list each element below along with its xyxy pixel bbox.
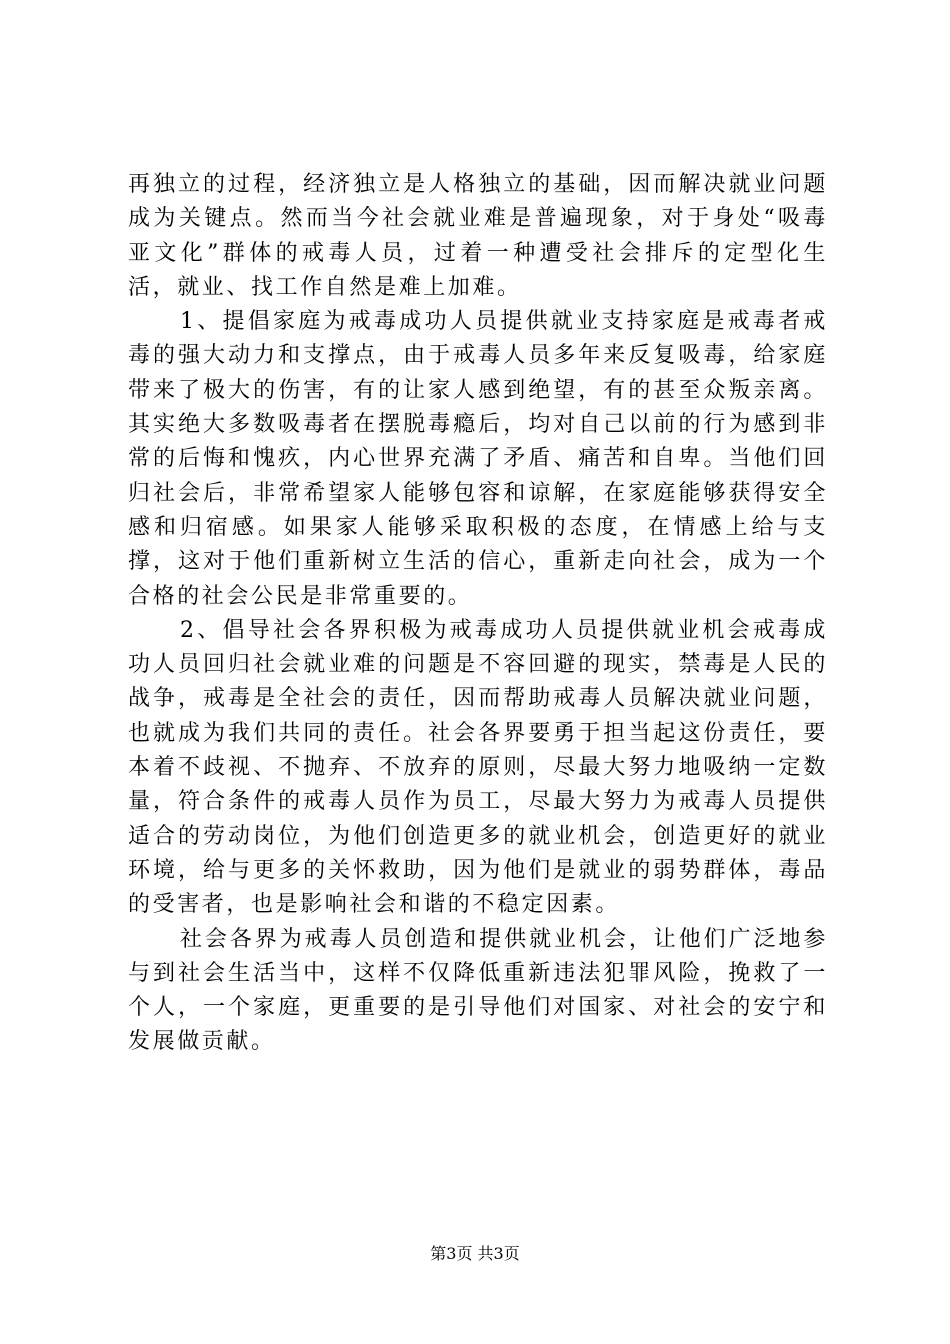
page-number-footer: 第3页 共3页 xyxy=(430,1244,520,1263)
document-body xyxy=(128,168,828,1060)
paragraph-society-employment: 2、倡导社会各界积极为戒毒成功人员提供就业机会戒毒成功人员回归社会就业难的问题是不容回避的现实，禁毒是人民的战争，戒毒是全社会的责任，因而帮助戒毒人员解决就业问题，也就成为我们共同的责任。社会各界要勇于担当起这份责任，要本着不歧视、不抛弃、不放弃的原则，尽最大努力地吸纳一定数量，符合条件的戒毒人员作为员工，尽最大努力为戒毒人员提供适合的劳动岗位，为他们创造更多的就业机会，创造更好的就业环境，给与更多的关怀救助，因为他们是就业的弱势群体，毒品的受害者，也是影响社会和谐的不稳定因素。 xyxy=(128,617,828,918)
paragraph-conclusion: 社会各界为戒毒人员创造和提供就业机会，让他们广泛地参与到社会生活当中，这样不仅降低重新违法犯罪风险，挽救了一个人，一个家庭，更重要的是引导他们对国家、对社会的安宁和发展做贡献。 xyxy=(128,926,828,1055)
paragraph-continuation: 再独立的过程，经济独立是人格独立的基础，因而解决就业问题成为关键点。然而当今社会就业难是普遍现象，对于身处“吸毒亚文化”群体的戒毒人员，过着一种遭受社会排斥的定型化生活，就业、找工作自然是难上加难。 xyxy=(128,172,828,300)
paragraph-family-support: 1、提倡家庭为戒毒成功人员提供就业支持家庭是戒毒者戒毒的强大动力和支撑点，由于戒毒人员多年来反复吸毒，给家庭带来了极大的伤害，有的让家人感到绝望，有的甚至众叛亲离。其实绝大多数吸毒者在摆脱毒瘾后，均对自己以前的行为感到非常的后悔和愧疚，内心世界充满了矛盾、痛苦和自卑。当他们回归社会后，非常希望家人能够包容和谅解，在家庭能够获得安全感和归宿感。如果家人能够采取积极的态度，在情感上给与支撑，这对于他们重新树立生活的信心，重新走向社会，成为一个合格的社会公民是非常重要的。 xyxy=(128,309,828,609)
